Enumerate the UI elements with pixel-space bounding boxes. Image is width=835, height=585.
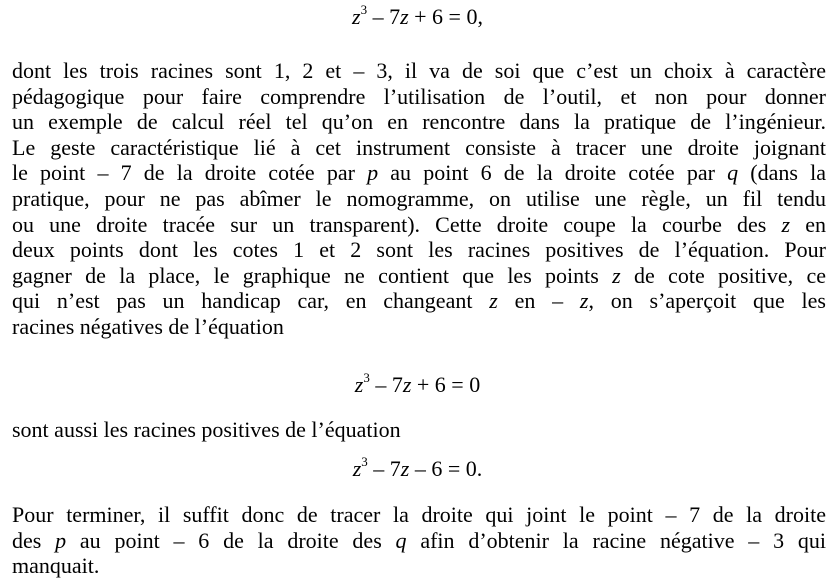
equation-3 (0, 453, 835, 482)
paragraph-1-line: gagner de la place, le graphique ne contient que les points z de cote positive, ce (12, 262, 826, 288)
paragraph-3-line: manquait. (12, 553, 100, 579)
paragraph-1-line: pratique, pour ne pas abîmer le nomogramme, on utilise une règle, un fil tendu (12, 185, 826, 211)
paragraph-3 (12, 502, 826, 579)
paragraph-2-line: sont aussi les racines positives de l’équation (12, 417, 401, 442)
paragraph-1-line: le point – 7 de la droite cotée par p au point 6 de la droite cotée par q (dans la (12, 160, 826, 186)
paragraph-1-line: pédagogique pour faire comprendre l’utilisation de l’outil, et non pour donner (12, 83, 826, 109)
paragraph-1-line: qui n’est pas un handicap car, en changeant z en – z, on s’aperçoit que les (12, 288, 826, 314)
paragraph-1-line: deux points dont les cotes 1 et 2 sont les racines positives de l’équation. Pour (12, 237, 826, 263)
paragraph-2 (12, 417, 826, 443)
paragraph-1-line: racines négatives de l’équation (12, 313, 284, 339)
paragraph-1 (12, 58, 826, 340)
paragraph-1-line: dont les trois racines sont 1, 2 et – 3, il va de soi que c’est un choix à caractère (12, 58, 826, 83)
paragraph-3-line: Pour terminer, il suffit donc de tracer la droite qui joint le point – 7 de la droite (12, 502, 826, 527)
equation-2 (0, 369, 835, 398)
equation-3-text: $z^3 - 7z - 6 = 0$. (352, 453, 483, 481)
paragraph-1-line: un exemple de calcul réel tel qu’on en rencontre dans la pratique de l’ingénieur. (12, 109, 826, 135)
equation-1 (0, 1, 835, 30)
equation-2-text: $z^3 - 7z + 6 = 0$ (354, 369, 481, 397)
equation-1-text: $z^3 - 7z + 6 = 0$, (352, 1, 483, 29)
paragraph-1-line: ou une droite tracée sur un transparent). Cette droite coupe la courbe des z en (12, 211, 827, 237)
paragraph-1-line: Le geste caractéristique lié à cet instrument consiste à tracer une droite joignant (12, 134, 826, 160)
paragraph-3-line: des p au point – 6 de la droite des q afin d’obtenir la racine négative – 3 qui (12, 527, 826, 553)
